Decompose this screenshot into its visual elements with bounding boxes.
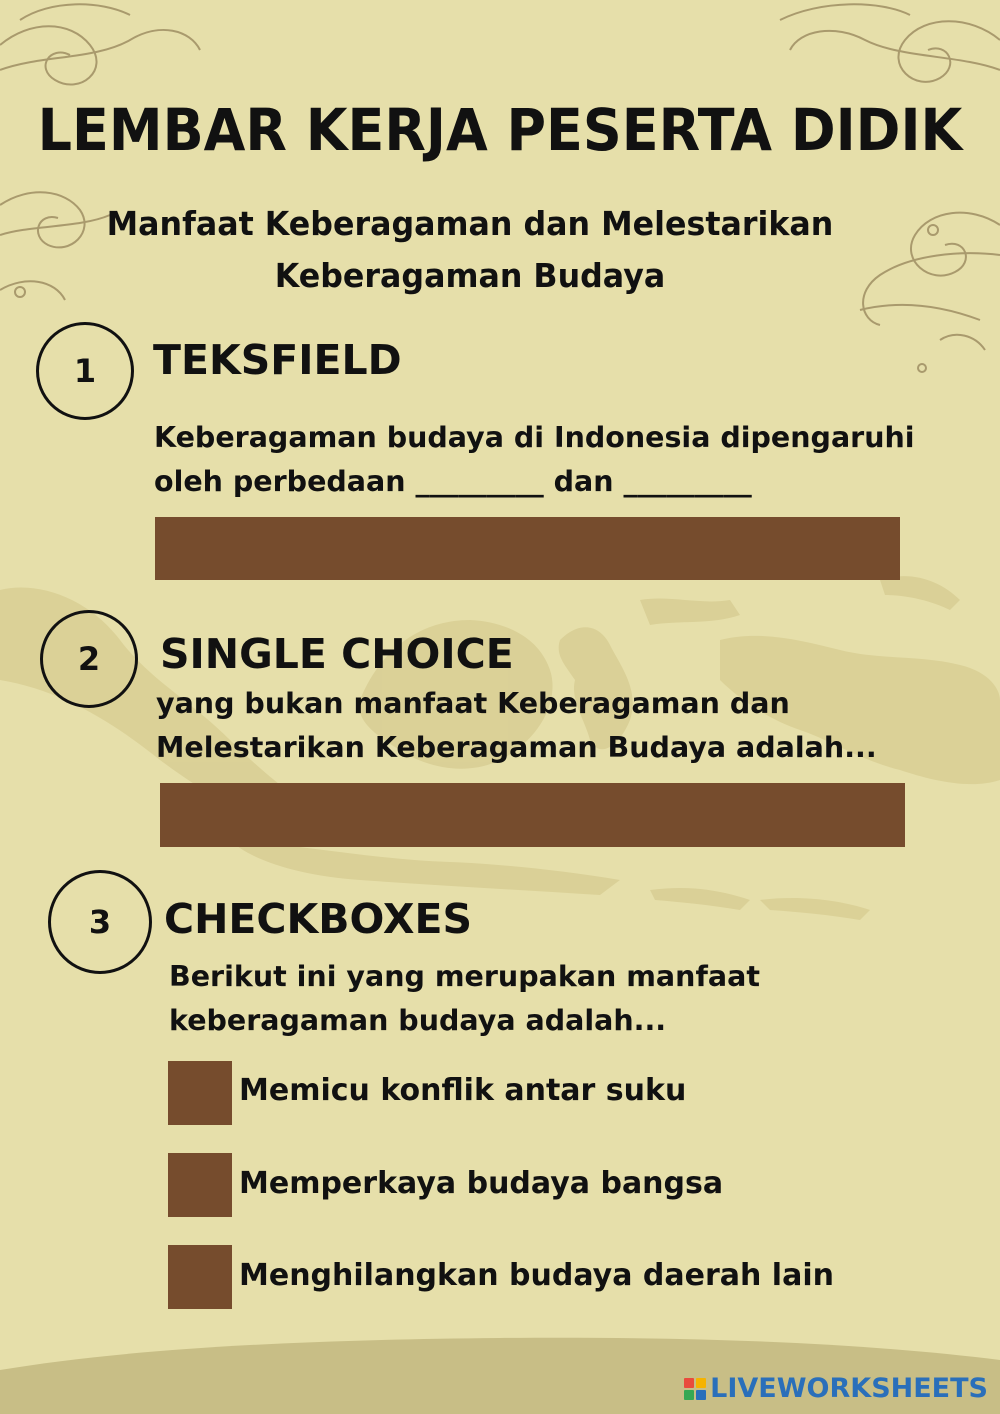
- checkbox-option-1-label: Memicu konflik antar suku: [239, 1073, 687, 1108]
- brand-name: LIVEWORKSHEETS: [710, 1373, 988, 1404]
- cloud-ornament-top-right: [780, 4, 1000, 372]
- checkbox-option-2-label: Memperkaya budaya bangsa: [239, 1166, 724, 1201]
- section-1-question-line-2: oleh perbedaan _________ dan _________: [154, 465, 752, 498]
- section-3-question-line-2: keberagaman budaya adalah...: [169, 1004, 667, 1037]
- text-answer-field[interactable]: [155, 517, 900, 580]
- section-3-number: 3: [48, 870, 152, 974]
- section-2-question-line-1: yang bukan manfaat Keberagaman dan: [156, 687, 790, 720]
- checkbox-option-3-label: Menghilangkan budaya daerah lain: [239, 1258, 834, 1293]
- section-2-heading: SINGLE CHOICE: [160, 630, 514, 678]
- single-choice-select[interactable]: [160, 783, 905, 847]
- section-3-question-line-1: Berikut ini yang merupakan manfaat: [169, 960, 760, 993]
- section-2-question-line-2: Melestarikan Keberagaman Budaya adalah...: [156, 731, 877, 764]
- checkbox-option-3[interactable]: [168, 1245, 232, 1309]
- section-1-question-line-1: Keberagaman budaya di Indonesia dipengaruhi: [154, 421, 915, 454]
- liveworksheets-logo-icon: [684, 1378, 706, 1400]
- page-title: LEMBAR KERJA PESERTA DIDIK: [37, 96, 963, 164]
- section-1-heading: TEKSFIELD: [153, 336, 402, 384]
- page-subtitle: Manfaat Keberagaman dan Melestarikan Keberagaman Budaya: [106, 204, 834, 295]
- checkbox-option-2[interactable]: [168, 1153, 232, 1217]
- section-1-number: 1: [36, 322, 134, 420]
- section-3-heading: CHECKBOXES: [164, 895, 473, 943]
- section-2-number: 2: [40, 610, 138, 708]
- checkbox-option-1[interactable]: [168, 1061, 232, 1125]
- brand-logo[interactable]: [684, 1373, 988, 1404]
